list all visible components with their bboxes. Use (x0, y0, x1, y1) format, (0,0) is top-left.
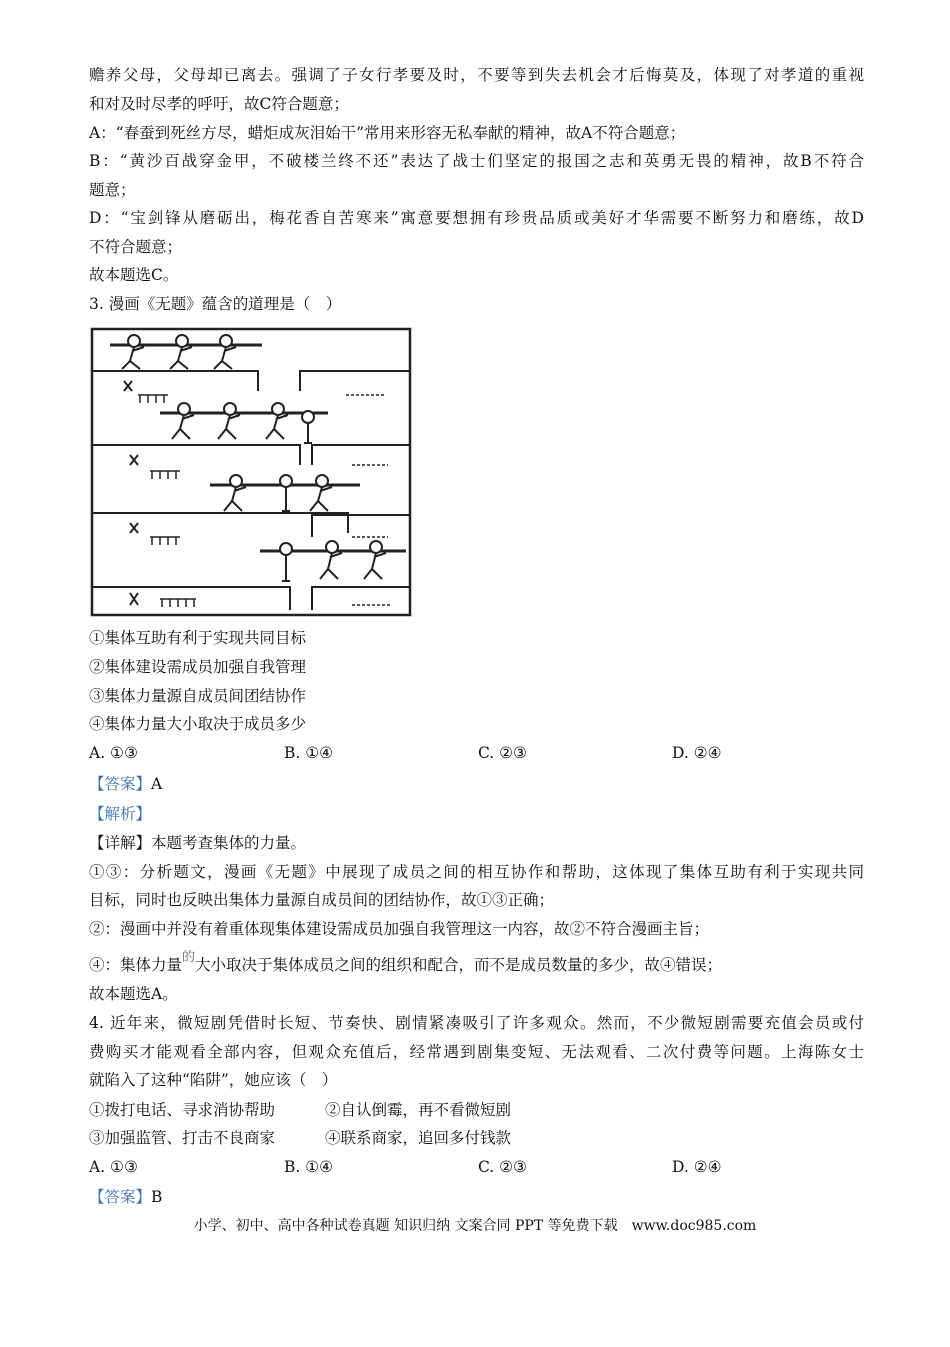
q3-option-a: A. ①③ (89, 744, 138, 762)
q3-item-4: ④集体力量大小取决于成员多少 (89, 715, 307, 733)
text-span: ④：集体力量 (89, 956, 183, 974)
q4-answer (89, 1186, 162, 1208)
comic-illustration (90, 325, 412, 617)
q4-item-1: ①拨打电话、寻求消协帮助 (89, 1101, 276, 1119)
q3-item-2: ②集体建设需成员加强自我管理 (89, 658, 307, 676)
answer-value: B (151, 1188, 163, 1206)
answer-value: A (151, 775, 163, 793)
q4-stem-line: 费购买才能观看全部内容，但观众充值后，经常遇到剧集变短、无法观看、二次付费等问题。上海陈女士 (89, 1043, 864, 1061)
analysis-tag: 【解析】 (89, 805, 152, 823)
q3-answer (89, 773, 162, 795)
raised-mark: 的 (182, 950, 196, 965)
page-footer: 小学、初中、高中各种试卷真题 知识归纳 文案合同 PPT 等免费下载 www.doc985.com (193, 1218, 757, 1234)
q3-conclusion: 故本题选A。 (89, 985, 178, 1003)
q3-analysis-tag (89, 803, 151, 825)
q3-explanation-line: ②：漫画中并没有着重体现集体建设需成员加强自我管理这一内容，故②不符合漫画主旨； (89, 920, 710, 938)
answer-tag: 【答案】 (89, 775, 152, 793)
text-line: D：“宝剑锋从磨砺出，梅花香自苦寒来”寓意要想拥有珍贵品质或美好才华需要不断努力和磨练，故D (89, 209, 864, 227)
q3-detail (89, 832, 306, 854)
q3-item-3: ③集体力量源自成员间团结协作 (89, 687, 307, 705)
text-span: 大小取决于集体成员之间的组织和配合，而不是成员数量的多少，故④错误； (195, 956, 723, 974)
q4-stem-line: 4. 近年来，微短剧凭借时长短、节奏快、剧情紧凑吸引了许多观众。然而，不少微短剧需要充值会员或付 (89, 1014, 864, 1032)
text-line: 故本题选C。 (89, 266, 179, 284)
text-line: 赡养父母，父母却已离去。强调了子女行孝要及时，不要等到失去机会才后悔莫及，体现了对孝道的重视 (89, 66, 864, 84)
q4-option-a: A. ①③ (89, 1158, 138, 1176)
q3-option-d: D. ②④ (672, 744, 722, 762)
q4-stem-line: 就陷入了这种“陷阱”，她应该（ ） (89, 1071, 338, 1089)
text-line: B：“黄沙百战穿金甲，不破楼兰终不还”表达了战士们坚定的报国之志和英勇无畏的精神，故B不符合 (89, 152, 864, 170)
q3-explanation-line: 目标，同时也反映出集体力量源自成员间的团结协作，故①③正确； (89, 891, 555, 909)
q3-explanation-line-4 (89, 950, 864, 978)
q4-item-4: ④联系商家，追回多付钱款 (325, 1129, 512, 1147)
q4-option-c: C. ②③ (478, 1158, 527, 1176)
q4-item-2: ②自认倒霉，再不看微短剧 (325, 1101, 512, 1119)
detail-tag: 【详解】 (89, 834, 152, 852)
q3-item-1: ①集体互助有利于实现共同目标 (89, 629, 307, 647)
detail-text: 本题考查集体的力量。 (151, 834, 307, 852)
text-line: A：“春蚕到死丝方尽，蜡炬成灰泪始干”常用来形容无私奉献的精神，故A不符合题意； (89, 124, 686, 142)
q4-item-3: ③加强监管、打击不良商家 (89, 1129, 276, 1147)
q4-option-b: B. ①④ (284, 1158, 334, 1176)
answer-tag: 【答案】 (89, 1188, 152, 1206)
question-3-stem: 3. 漫画《无题》蕴含的道理是（ ） (89, 295, 342, 313)
q3-option-c: C. ②③ (478, 744, 527, 762)
text-line: 和对及时尽孝的呼吁，故C符合题意； (89, 95, 349, 113)
q3-explanation-line: ①③：分析题文，漫画《无题》中展现了成员之间的相互协作和帮助，这体现了集体互助有利于实现共同 (89, 863, 864, 881)
text-line: 题意； (89, 181, 136, 199)
q3-option-b: B. ①④ (284, 744, 334, 762)
q4-option-d: D. ②④ (672, 1158, 722, 1176)
text-line: 不符合题意； (89, 238, 183, 256)
